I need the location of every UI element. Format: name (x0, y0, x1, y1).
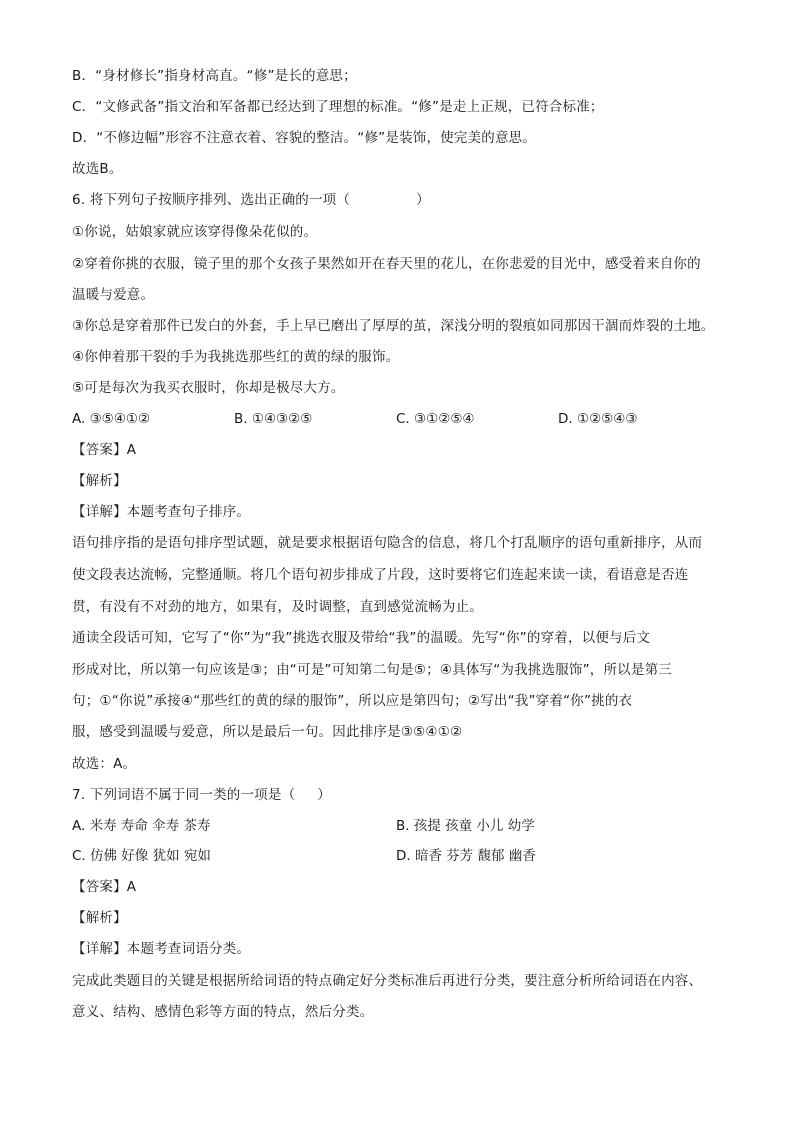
q6-detail-para2-line2: 形成对比，所以第一句应该是③；由“可是”可知第二句是⑤；④具体写“为我挑选服饰”，所以是第三 (72, 662, 672, 678)
q6-final-choice: 故选：A。 (72, 756, 137, 772)
q6-option-a: A. ③⑤④①② (72, 411, 151, 427)
q6-detail-para1-line3: 贯，有没有不对劲的地方，如果有，及时调整，直到感觉流畅为止。 (72, 599, 483, 615)
q6-sentence-2a: ②穿着你挑的衣服，镜子里的那个女孩子果然如开在春天里的花儿，在你悲爱的目光中，感受着来自你的 (72, 256, 701, 272)
q6-sentence-4: ④你伸着那干裂的手为我挑选那些红的黄的绿的服饰。 (72, 349, 400, 365)
q5-option-b-explanation: B．“身材修长”指身材高直。“修”是长的意思； (72, 68, 357, 84)
q7-stem-text: 7. 下列词语不属于同一类的一项是（ (72, 787, 296, 803)
q6-answer: 【答案】A (72, 442, 137, 458)
q6-detail-para2-line1: 通读全段话可知，它写了“你”为“我”挑选衣服及带给“我”的温暖。先写“你”的穿着，以便与后文 (72, 630, 651, 646)
q7-option-b: B. 孩提 孩童 小儿 幼学 (396, 818, 535, 834)
q7-analysis-heading: 【解析】 (72, 910, 127, 926)
q5-option-c-explanation: C．“文修武备”指文治和军备都已经达到了理想的标准。“修”是走上正规，已符合标准； (72, 99, 604, 115)
q6-sentence-1: ①你说，姑娘家就应该穿得像朵花似的。 (72, 224, 318, 240)
q7-answer: 【答案】A (72, 879, 137, 895)
q6-detail-para1-line2: 使文段表达流畅，完整通顺。将几个语句初步排成了片段，这时要将它们连起来读一读，看语意是否连 (72, 567, 689, 583)
q5-final-choice: 故选B。 (72, 161, 123, 177)
q7-detail-para1-line1: 完成此类题目的关键是根据所给词语的特点确定好分类标准后再进行分类，要注意分析所给词语在内容、 (72, 973, 703, 989)
q6-detail-heading: 【详解】本题考查句子排序。 (72, 504, 251, 520)
q5-option-d-explanation: D．“不修边幅”形容不注意衣着、容貌的整洁。“修”是装饰，使完美的意思。 (72, 130, 537, 146)
q7-detail-para1-line2: 意义、结构、感情色彩等方面的特点，然后分类。 (72, 1004, 374, 1020)
q6-option-d: D. ①②⑤④③ (558, 411, 638, 427)
q7-stem-close: ） (317, 787, 331, 803)
q7-option-d: D. 暗香 芬芳 馥郁 幽香 (396, 848, 536, 864)
q6-option-c: C. ③①②⑤④ (396, 411, 475, 427)
q6-sentence-3: ③你总是穿着那件已发白的外套，手上早已磨出了厚厚的茧，深浅分明的裂痕如同那因干涸而炸裂的土地。 (72, 318, 715, 334)
q6-sentence-2b: 温暖与爱意。 (72, 287, 155, 303)
q6-sentence-5: ⑤可是每次为我买衣服时，你却是极尽大方。 (72, 380, 345, 396)
q6-detail-para2-line4: 服，感受到温暖与爱意，所以是最后一句。因此排序是③⑤④①② (72, 724, 463, 740)
q7-stem (72, 785, 331, 805)
q6-analysis-heading: 【解析】 (72, 473, 127, 489)
q6-detail-para1-line1: 语句排序指的是语句排序型试题，就是要求根据语句隐含的信息，将几个打乱顺序的语句重新排序，从而 (72, 535, 703, 551)
q6-detail-para2-line3: 句；①“你说”承接④“那些红的黄的绿的服饰”，所以应是第四句；②写出“我”穿着“你”挑的衣 (72, 693, 633, 709)
q6-stem-close: ） (416, 192, 430, 208)
q6-option-b: B. ①④③②⑤ (234, 411, 313, 427)
q7-detail-heading: 【详解】本题考查词语分类。 (72, 941, 251, 957)
q7-option-a: A. 米寿 寿命 伞寿 茶寿 (72, 818, 211, 834)
q6-stem-text: 6. 将下列句子按顺序排列、选出正确的一项（ (72, 192, 351, 208)
q7-option-c: C. 仿佛 好像 犹如 宛如 (72, 848, 211, 864)
q6-stem (72, 190, 430, 210)
